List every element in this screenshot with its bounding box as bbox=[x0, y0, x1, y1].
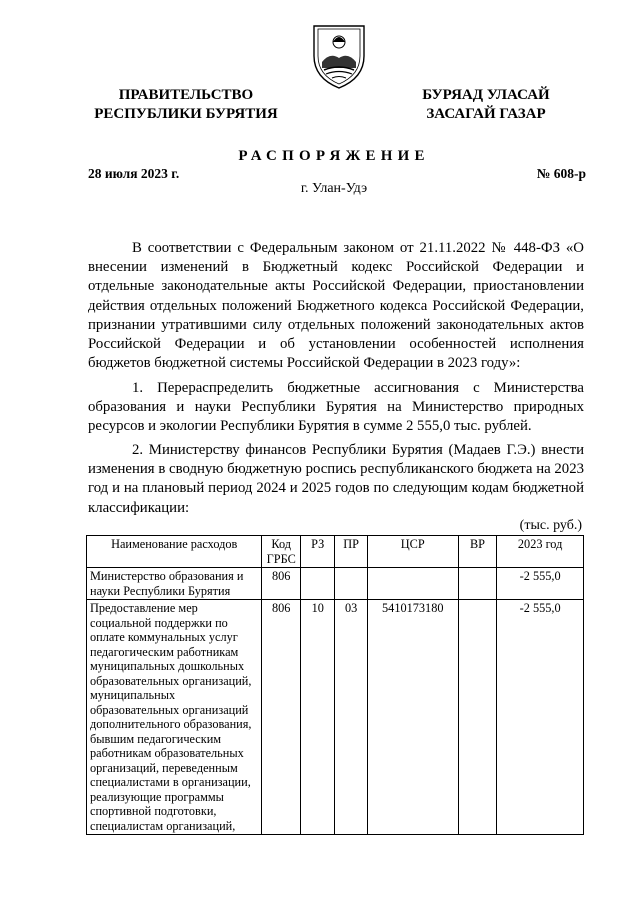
org-bua-line2: ЗАСАГАЙ ГАЗАР bbox=[426, 106, 546, 122]
org-ru-line2: РЕСПУБЛИКИ БУРЯТИЯ bbox=[94, 106, 278, 122]
row-vr bbox=[458, 568, 497, 600]
item-1-paragraph bbox=[88, 379, 584, 437]
item-2-text: 2. Министерству финансов Республики Бурятия (Мадаев Г.Э.) внести изменения в сводную бюджетную роспись республиканского бюджета на 2023 год и на плановый период 2024 и 2025 годов по следующим кодам бюджетной классификации: bbox=[88, 442, 584, 516]
table-header-row bbox=[87, 536, 584, 568]
row-csr: 5410173180 bbox=[367, 600, 458, 835]
row-sum: -2 555,0 bbox=[497, 568, 584, 600]
table-unit: (тыс. руб.) bbox=[519, 518, 582, 533]
row-vr bbox=[458, 600, 497, 835]
row-name: Министерство образования и науки Республики Бурятия bbox=[87, 568, 262, 600]
row-kod: 806 bbox=[262, 600, 301, 835]
header-sum: 2023 год bbox=[497, 536, 584, 568]
row-pr bbox=[335, 568, 367, 600]
coat-of-arms-icon bbox=[308, 22, 370, 90]
org-name-buryat bbox=[410, 86, 562, 124]
document-title: РАСПОРЯЖЕНИЕ bbox=[238, 148, 430, 164]
row-rz bbox=[301, 568, 335, 600]
header-csr: ЦСР bbox=[367, 536, 458, 568]
row-pr: 03 bbox=[335, 600, 367, 835]
item-2-paragraph bbox=[88, 441, 584, 518]
header-pr: ПР bbox=[335, 536, 367, 568]
intro-text: В соответствии с Федеральным законом от 21.11.2022 № 448-ФЗ «О внесении изменений в Бюджетный кодекс Российской Федерации и отдельные законодательные акты Российской Федерации, приостановлении действия отдельных положений Бюджетного кодекса Российской Федерации, признании утратившими силу отдельных положений законодательных актов Российской Федерации и об установлении особенностей исполнения бюджетов бюджетной системы Российской Федерации в 2023 году»: bbox=[88, 240, 584, 372]
row-rz: 10 bbox=[301, 600, 335, 835]
table-row bbox=[87, 568, 584, 600]
row-kod: 806 bbox=[262, 568, 301, 600]
header-vr: ВР bbox=[458, 536, 497, 568]
document-date: 28 июля 2023 г. bbox=[88, 166, 180, 181]
header-rz: РЗ bbox=[301, 536, 335, 568]
row-name: Предоставление мер социальной поддержки по оплате коммунальных услуг педагогическим работникам муниципальных дошкольных образовательных организаций, муниципальных образовательных организаций дополнительного образования, бывшим педагогическим работникам образовательных организаций, переведенным специалистами в организации, реализующие программы спортивной подготовки, специалистам организаций, bbox=[87, 600, 262, 835]
row-sum: -2 555,0 bbox=[497, 600, 584, 835]
document-number: № 608-р bbox=[536, 166, 586, 181]
header-kod: Код ГРБС bbox=[262, 536, 301, 568]
row-csr bbox=[367, 568, 458, 600]
document-city: г. Улан-Удэ bbox=[300, 181, 368, 196]
intro-paragraph bbox=[88, 239, 584, 373]
item-1-text: 1. Перераспределить бюджетные ассигнования с Министерства образования и науки Республики Бурятия на Министерство природных ресурсов и экологии Республики Бурятия в сумме 2 555,0 тыс. рублей. bbox=[88, 380, 584, 435]
header-name: Наименование расходов bbox=[87, 536, 262, 568]
table-row bbox=[87, 600, 584, 835]
org-bua-line1: БУРЯАД УЛАСАЙ bbox=[422, 87, 550, 103]
org-name-russian bbox=[82, 86, 290, 124]
org-ru-line1: ПРАВИТЕЛЬСТВО bbox=[118, 87, 254, 103]
budget-table bbox=[86, 535, 584, 835]
